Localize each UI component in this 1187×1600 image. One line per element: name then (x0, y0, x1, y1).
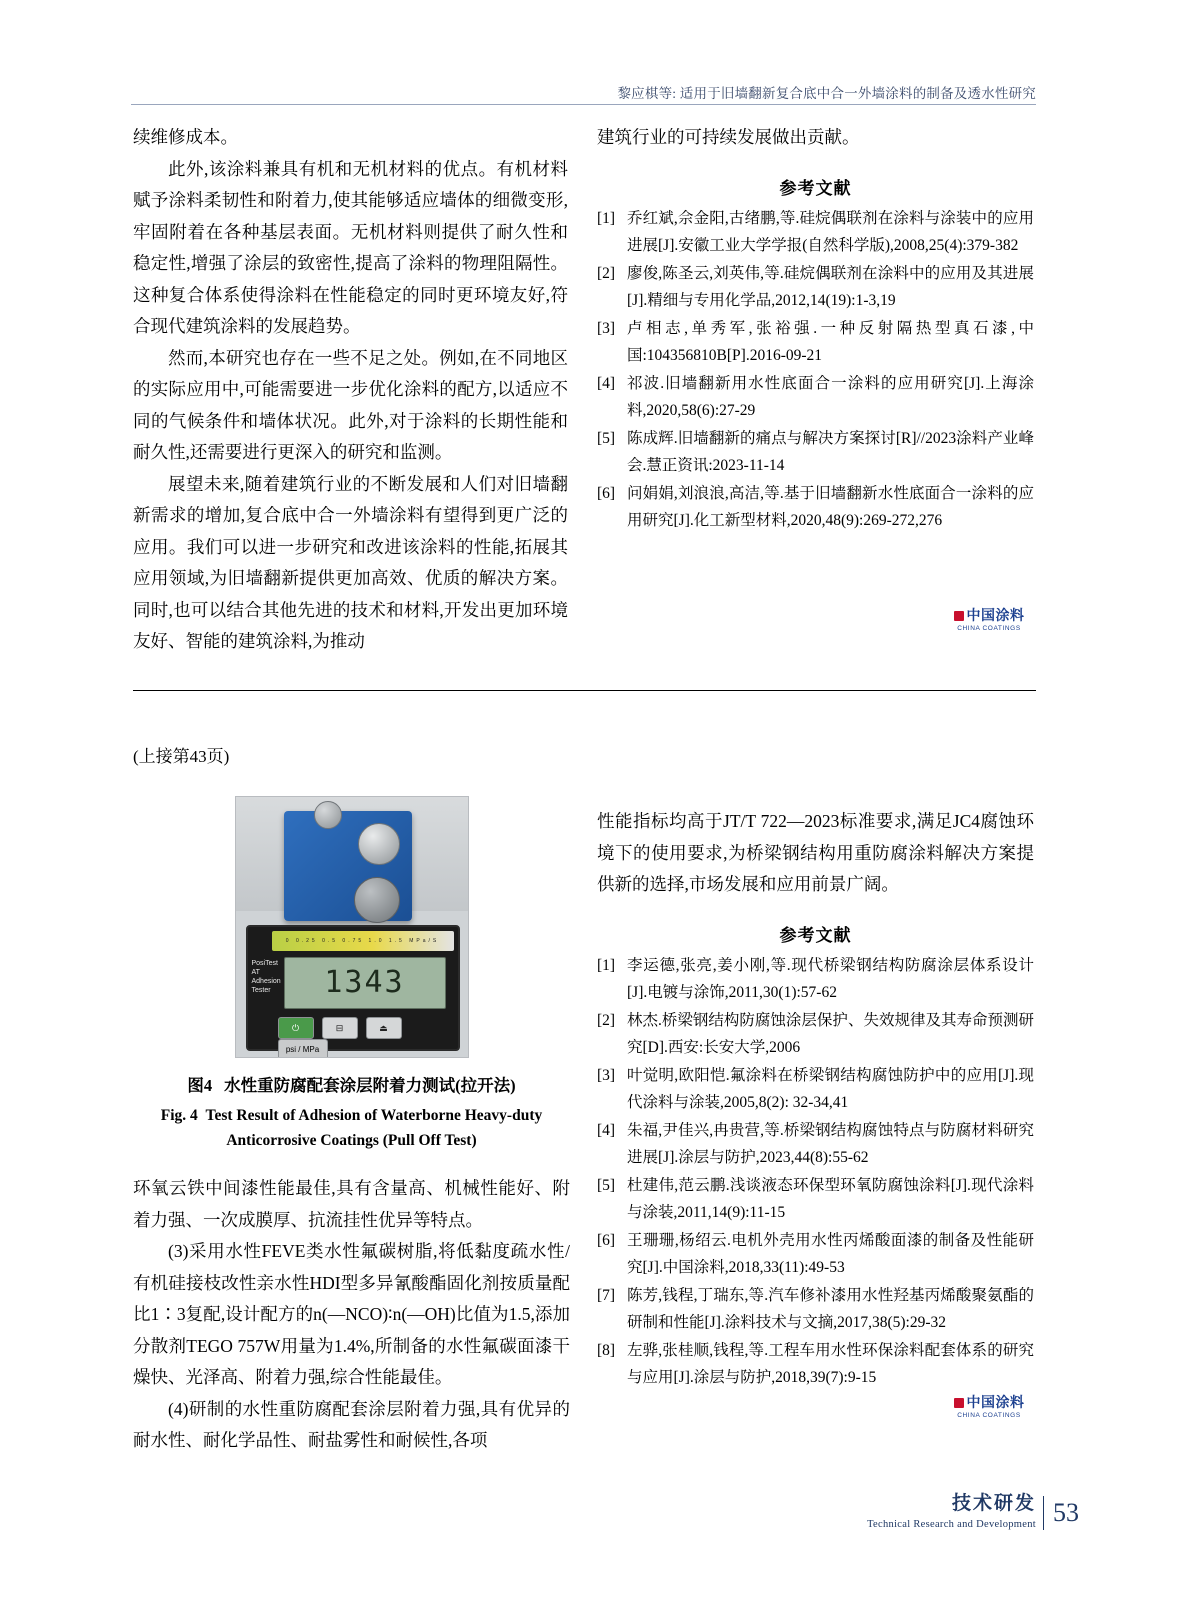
article2-left-column (133, 796, 570, 1457)
reference-item (597, 1282, 1034, 1336)
reference-item (597, 1337, 1034, 1391)
reference-text: 王珊珊,杨绍云.电机外壳用水性丙烯酸面漆的制备及性能研究[J].中国涂料,2018,33(11):49-53 (627, 1231, 1034, 1276)
reference-text: 廖俊,陈圣云,刘英伟,等.硅烷偶联剂在涂料中的应用及其进展[J].精细与专用化学品,2012,14(19):1-3,19 (627, 264, 1034, 309)
figure-caption-cn (133, 1072, 570, 1096)
paragraph-continued: 建筑行业的可持续发展做出贡献。 (597, 127, 860, 147)
reference-text: 问娟娟,刘浪浪,高洁,等.基于旧墙翻新水性底面合一涂料的应用研究[J].化工新型材料,2020,48(9):269-272,276 (627, 484, 1034, 529)
pull-off-dolly-b (354, 877, 400, 923)
reference-item (597, 480, 1034, 534)
dolly-knob (314, 801, 342, 829)
figure-label-cn: 图4 (187, 1076, 213, 1095)
figure-caption-en (133, 1103, 570, 1153)
journal-logo-en: CHINA COATINGS (957, 1412, 1021, 1419)
reference-item (597, 1172, 1034, 1226)
reference-number: [7] (597, 1286, 616, 1304)
figure-caption-en-text: Test Result of Adhesion of Waterborne Heavy-duty Anticorrosive Coatings (Pull Off Test) (205, 1107, 543, 1149)
journal-logo (945, 610, 1033, 640)
reference-text: 祁波.旧墙翻新用水性底面合一涂料的应用研究[J].上海涂料,2020,58(6):27-29 (627, 374, 1034, 419)
reference-item (597, 260, 1034, 314)
reference-number: [6] (597, 1231, 616, 1249)
reference-number: [3] (597, 319, 616, 337)
device-button-row (278, 1017, 448, 1054)
article1-right-column (597, 122, 1034, 535)
reference-item (597, 370, 1034, 424)
paragraph: 展望未来,随着建筑行业的不断发展和人们对旧墙翻新需求的增加,复合底中合一外墙涂料有望得到更广泛的应用。我们可以进一步研究和改进该涂料的性能,拓展其应用领域,为旧墙翻新提供更加高效、优质的解决方案。同时,也可以结合其他先进的技术和材料,开发出更加环境友好、智能的建筑涂料,为推动 (133, 473, 568, 651)
reference-text: 卢相志,单秀军,张裕强.一种反射隔热型真石漆,中国:104356810B[P].2016-09-21 (627, 319, 1034, 364)
reference-number: [1] (597, 209, 616, 227)
reference-number: [3] (597, 1066, 616, 1084)
paragraph-continued: 续维修成本。 (133, 127, 238, 147)
reference-number: [4] (597, 1121, 616, 1139)
reference-number: [8] (597, 1341, 616, 1359)
reference-item (597, 205, 1034, 259)
reference-item (597, 1227, 1034, 1281)
figure-4 (133, 796, 570, 1153)
reference-text: 林杰.桥梁钢结构防腐蚀涂层保护、失效规律及其寿命预测研究[D].西安:长安大学,2006 (627, 1011, 1034, 1056)
reference-item (597, 1062, 1034, 1116)
article2-body-text (133, 1173, 570, 1457)
reference-text: 朱福,尹佳兴,冉贵营,等.桥梁钢结构腐蚀特点与防腐材料研究进展[J].涂层与防护,2023,44(8):55-62 (627, 1121, 1034, 1166)
journal-logo (945, 1397, 1033, 1427)
logo-mark-icon (954, 611, 964, 621)
paragraph-continued: 性能指标均高于JT/T 722—2023标准要求,满足JC4腐蚀环境下的使用要求,为桥梁钢结构用重防腐涂料解决方案提供新的选择,市场发展和应用前景广阔。 (597, 811, 1034, 894)
paragraph: (3)采用水性FEVE类水性氟碳树脂,将低黏度疏水性/有机硅接枝改性亲水性HDI型多异氰酸酯固化剂按质量配比1∶3复配,设计配方的n(—NCO)∶n(—OH)比值为1.5,添加分散剂TEGO 757W用量为1.4%,所制备的水性氟碳面漆干燥快、光泽高、附着力强,综合性能最佳。 (133, 1241, 570, 1387)
reference-list (597, 952, 1034, 1391)
page-number: 53 (1053, 1498, 1079, 1527)
lcd-reading: 1343 (284, 957, 446, 1009)
journal-logo-cn: 中国涂料 (945, 1397, 1033, 1411)
reference-number: [6] (597, 484, 616, 502)
adhesion-tester-device (246, 925, 460, 1054)
logo-mark-icon (954, 1398, 964, 1408)
reference-text: 杜建伟,范云鹏.浅谈液态环保型环氧防腐蚀涂料[J].现代涂料与涂装,2011,14(9):11-15 (627, 1176, 1034, 1221)
reference-item (597, 315, 1034, 369)
article-separator (133, 690, 1036, 691)
footer-section-en: Technical Research and Development (867, 1519, 1036, 1530)
pressure-scale: 0 0.25 0.5 0.75 1.0 1.5 MPa/S (272, 931, 454, 951)
footer-section-cn: 技术研发 (951, 1493, 1036, 1514)
pull-off-dolly-a (358, 823, 400, 865)
reference-text: 陈芳,钱程,丁瑞东,等.汽车修补漆用水性羟基丙烯酸聚氨酯的研制和性能[J].涂料技术与文摘,2017,38(5):29-32 (627, 1286, 1034, 1331)
figure-caption-cn-text: 水性重防腐配套涂层附着力测试(拉开法) (224, 1076, 516, 1095)
footer-divider (1043, 1496, 1044, 1530)
paragraph: (4)研制的水性重防腐配套涂层附着力强,具有优异的耐水性、耐化学品性、耐盐雾性和耐候性,各项 (133, 1398, 570, 1450)
reference-item (597, 1007, 1034, 1061)
reference-text: 李运德,张亮,姜小刚,等.现代桥梁钢结构防腐涂层体系设计[J].电镀与涂饰,2011,30(1):57-62 (627, 956, 1034, 1001)
paragraph: 然而,本研究也存在一些不足之处。例如,在不同地区的实际应用中,可能需要进一步优化涂料的配方,以适应不同的气候条件和墙体状况。此外,对于涂料的长期性能和耐久性,还需要进行更深入的研究和监测。 (133, 347, 568, 462)
reference-item (597, 425, 1034, 479)
figure-4-image (235, 796, 469, 1058)
running-head-rule (131, 104, 1036, 105)
reference-number: [5] (597, 429, 616, 447)
paragraph: 此外,该涂料兼具有机和无机材料的优点。有机材料赋予涂料柔韧性和附着力,使其能够适应墙体的细微变形,牢固附着在各种基层表面。无机材料则提供了耐久性和稳定性,增强了涂层的致密性,提高了涂料的物理阻隔性。这种复合体系使得涂料在性能稳定的同时更环境友好,符合现代建筑涂料的发展趋势。 (133, 158, 568, 336)
reference-text: 叶觉明,欧阳恺.氟涂料在桥梁钢结构腐蚀防护中的应用[J].现代涂料与涂装,2005,8(2): 32-34,41 (627, 1066, 1034, 1111)
reference-text: 陈成辉.旧墙翻新的痛点与解决方案探讨[R]//2023涂料产业峰会.慧正资讯:2023-11-14 (627, 429, 1034, 474)
continued-from-note: (上接第43页) (133, 747, 230, 766)
article1-left-column (133, 122, 568, 658)
paragraph-continued: 环氧云铁中间漆性能最佳,具有含量高、机械性能好、附着力强、一次成膜厚、抗流挂性优异等特点。 (133, 1178, 570, 1230)
running-head: 黎应棋等: 适用于旧墙翻新复合底中合一外墙涂料的制备及透水性研究 (617, 86, 1036, 101)
references-heading: 参考文献 (779, 178, 852, 198)
references-heading: 参考文献 (779, 925, 852, 945)
eject-button: ⏏ (366, 1017, 402, 1039)
journal-logo-en: CHINA COATINGS (957, 625, 1021, 632)
article2-right-column (597, 806, 1034, 1392)
figure-label-en: Fig. 4 (160, 1107, 198, 1124)
reference-number: [1] (597, 956, 616, 974)
reference-text: 乔红斌,佘金阳,古绪鹏,等.硅烷偶联剂在涂料与涂装中的应用进展[J].安徽工业大学学报(自然科学版),2008,25(4):379-382 (627, 209, 1034, 254)
footer-section (867, 1488, 1036, 1530)
reference-list (597, 205, 1034, 534)
power-button: ⏻ (278, 1017, 314, 1039)
reference-number: [4] (597, 374, 616, 392)
reference-number: [5] (597, 1176, 616, 1194)
reference-number: [2] (597, 1011, 616, 1029)
reference-item (597, 952, 1034, 1006)
reference-number: [2] (597, 264, 616, 282)
reference-item (597, 1117, 1034, 1171)
journal-logo-cn: 中国涂料 (945, 610, 1033, 624)
device-brand-label: PosiTest AT Adhesion Tester (251, 960, 281, 994)
reference-text: 左骅,张桂顺,钱程,等.工程车用水性环保涂料配套体系的研究与应用[J].涂层与防护,2018,39(7):9-15 (627, 1341, 1034, 1386)
units-label: psi / MPa (278, 1039, 328, 1058)
memory-button: ⊟ (322, 1017, 358, 1039)
